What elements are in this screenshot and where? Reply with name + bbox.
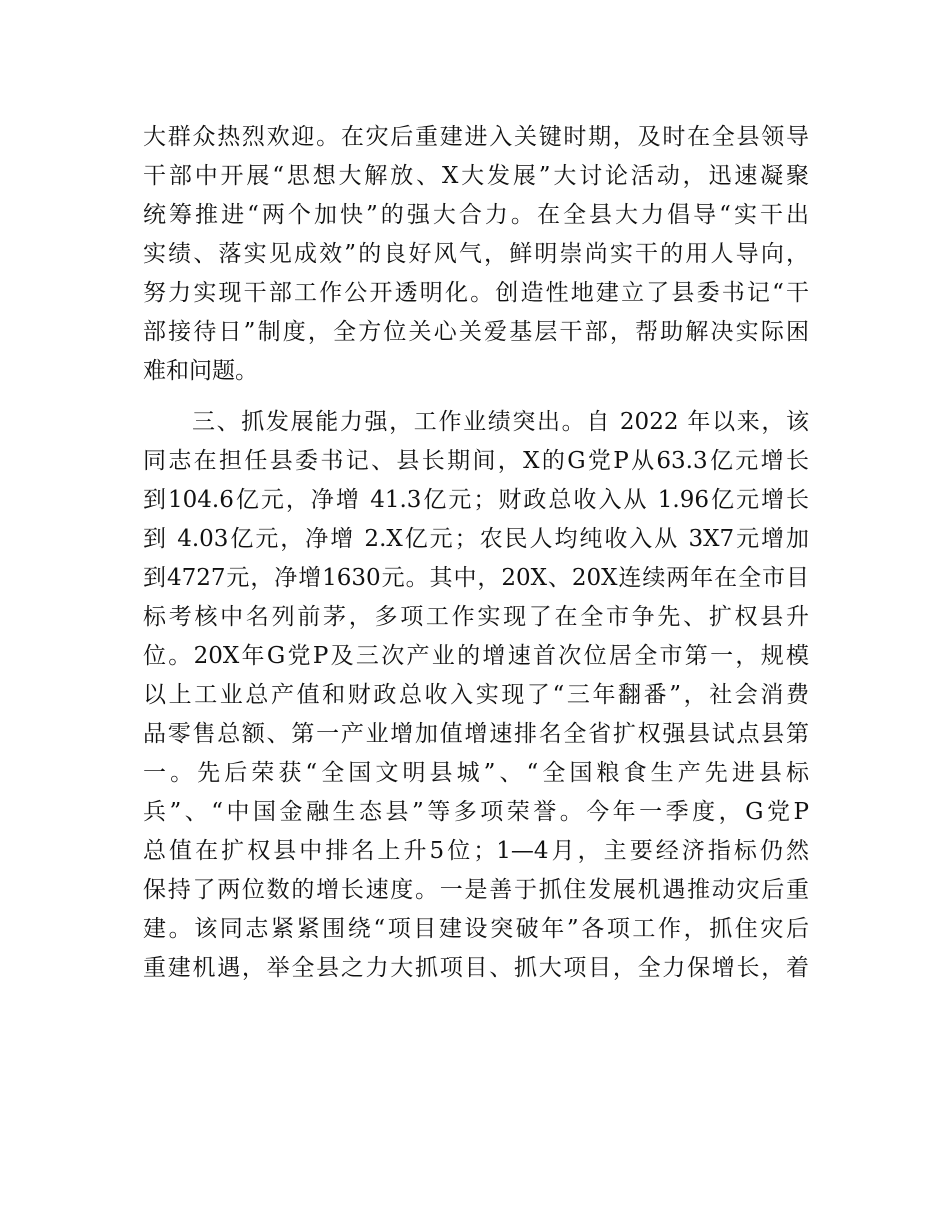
paragraph-2-line-3: 到104.6亿元，净增 41.3亿元；财政总收入从 1.96亿元增长 (143, 487, 809, 513)
paragraph-2-line-5: 到4727元，净增1630元。其中，20X、20X连续两年在全市目 (143, 565, 809, 591)
paragraph-2-line-11: 兵”、“中国金融生态县”等多项荣誉。今年一季度，G党P (143, 799, 809, 825)
paragraph-2-line-13: 保持了两位数的增长速度。一是善于抓住发展机遇推动灾后重 (143, 877, 809, 903)
paragraph-2-line-1: 三、抓发展能力强，工作业绩突出。自 2022 年以来，该 (192, 409, 809, 435)
paragraph-2-line-4: 到 4.03亿元，净增 2.X亿元；农民人均纯收入从 3X7元增加 (143, 526, 809, 552)
paragraph-2-line-14: 建。该同志紧紧围绕“项目建设突破年”各项工作，抓住灾后 (143, 916, 809, 942)
paragraph-1-line-5: 努力实现干部工作公开透明化。创造性地建立了县委书记“干 (143, 280, 809, 306)
paragraph-1-line-6: 部接待日”制度，全方位关心关爱基层干部，帮助解决实际困 (143, 319, 809, 345)
paragraph-1-line-7: 难和问题。 (143, 358, 258, 384)
paragraph-1-line-1: 大群众热烈欢迎。在灾后重建进入关键时期，及时在全县领导 (143, 124, 809, 150)
paragraph-1-line-2: 干部中开展“思想大解放、X大发展”大讨论活动，迅速凝聚 (143, 163, 809, 189)
paragraph-2-line-15: 重建机遇，举全县之力大抓项目、抓大项目，全力保增长，着 (143, 955, 809, 981)
paragraph-2-line-12: 总值在扩权县中排名上升5位；1—4月，主要经济指标仍然 (143, 838, 809, 864)
paragraph-1-line-3: 统筹推进“两个加快”的强大合力。在全县大力倡导“实干出 (143, 202, 809, 228)
paragraph-2-line-8: 以上工业总产值和财政总收入实现了“三年翻番”，社会消费 (143, 682, 809, 708)
paragraph-2-line-9: 品零售总额、第一产业增加值增速排名全省扩权强县试点县第 (143, 721, 809, 747)
paragraph-1-line-4: 实绩、落实见成效”的良好风气，鲜明崇尚实干的用人导向， (143, 241, 809, 267)
paragraph-2-line-7: 位。20X年G党P及三次产业的增速首次位居全市第一，规模 (143, 643, 809, 669)
paragraph-2-line-16 (143, 987, 809, 1027)
paragraph-2-line-6: 标考核中名列前茅，多项工作实现了在全市争先、扩权县升 (143, 604, 809, 630)
paragraph-2-line-10: 一。先后荣获“全国文明县城”、“全国粮食生产先进县标 (143, 760, 809, 786)
paragraph-2-line-2: 同志在担任县委书记、县长期间，X的G党P从63.3亿元增长 (143, 448, 809, 474)
